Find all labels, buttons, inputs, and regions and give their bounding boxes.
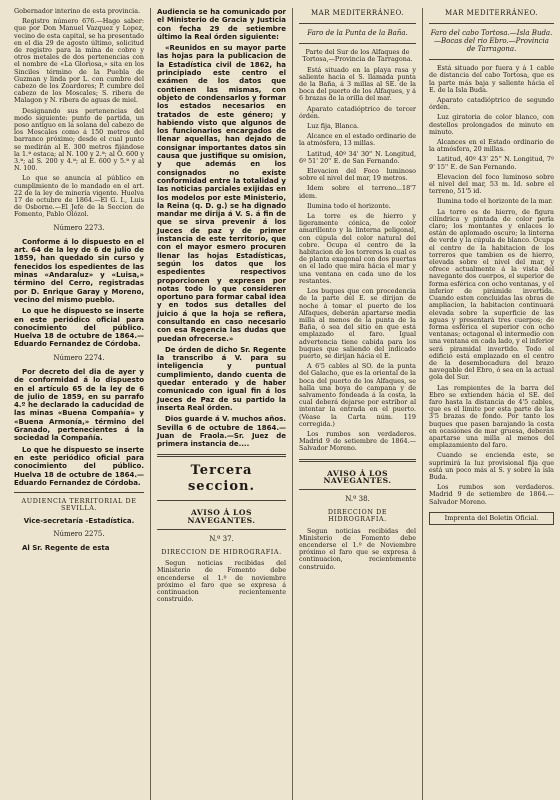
section-heading: MAR MEDITERRÁNEO. xyxy=(444,9,539,17)
paragraph: Alcances en el Estado ordinario de la atmósfera, 20 millas. xyxy=(429,138,554,154)
lighthouse-title: Faro de la Punta de la Baña. xyxy=(307,29,408,38)
paragraph: Dios guarde á V. muchos años. Sevilla 6 de octubre de 1864.—Juan de Fraola.—Sr. Juez de primera instancia de.... xyxy=(157,415,286,449)
paragraph: Al Sr. Regente de esta xyxy=(22,544,110,553)
divider xyxy=(299,489,416,490)
divider xyxy=(157,500,286,501)
divider xyxy=(299,23,416,24)
notice-heading: AVISO Á LOS NAVEGANTES. xyxy=(187,508,256,525)
paragraph: Alcance en el estado ordinario de la atmósfera, 13 millas. xyxy=(299,132,416,148)
paragraph: Está situado en la playa rasa y saliente hacia el S. llamada punta de la Baña, á 3 millas al SE. de la boca del puerto de los Alfaques, y á 6 brazas de la orilla del mar. xyxy=(299,65,416,103)
divider xyxy=(157,454,286,457)
lighthouse-title: Faro del cabo Tortosa.—Isla Buda.—Bocas del rio Ebro.—Provincia de Tarragona. xyxy=(430,29,553,54)
paragraph: Aparato catadióptrico de tercer órden. xyxy=(299,104,416,120)
paragraph: Ilumina todo el horizonte de la mar. xyxy=(437,197,553,206)
notice-number: N.º 37. xyxy=(209,534,234,543)
subtitle: Parte del Sur de los Alfaques de Tortosa,—Provincia de Tarragona. xyxy=(302,48,413,64)
paragraph: Luz fija, Blanca. xyxy=(307,122,359,131)
paragraph: La torre es de hierro, de figura cilíndrica y pintada de color perla claro; los montantes y enlaces lo están de aplomado oscuro; la linterna de verde y la cúpula de blanco. Ocupa el centro de la habitacion de los torreros que tambien es de hierro, elevada sobre el nivel del mar, y ofrece actualmente á la vista del navegante dos cuerpos, el superior de forma esférica con ocho ventanas, y el inferior de pirámide invertida. Cuando esten concluidas las obras de ampliacion, la habitacion continuará elevada sobre la superficie de las aguas y presentará tres cuerpos; de forma esférica el superior con ocho ventanas; octagonal el intermedio con una ventana en cada lado, y el inferior será piramidal invertido. Todo el edificio está emplazado en el centro de la desembocadura del brazo navegable del Ebro, ó sea en la actual gola del Sur. xyxy=(429,207,554,382)
paragraph: Cuando se encienda este, se suprimirá la luz provisional fija que está un poco más al S. y sobre la isla Buda. xyxy=(429,451,554,481)
section-heading: MAR MEDITERRÁNEO. xyxy=(310,9,405,17)
column-3 xyxy=(292,8,422,800)
paragraph: Gobernador interino de esta provincia. xyxy=(14,8,141,15)
paragraph: Latitud, 40º 34' 30'' N. Longitud, 6º 51' 20'' E. de San Fernando. xyxy=(299,149,416,165)
paragraph: Elevacion del foco luminoso sobre el nivel del mar, 53 m. Id. sobre el terreno, 51'5 id. xyxy=(429,172,554,196)
section-heading: AUDIENCIA TERRITORIAL DE SEVILLA. xyxy=(21,497,137,513)
paragraph: Designando sus pertenencias del modo siguiente: punto de partida, un poso antiguo en la solana del cabezo de los Moscales como á 150 metros del barranco próximo; desde el cual punto se medirán al E. 300 metros fijándose la 1.ª estaca; al N. 100 y 2.ª; al O. 600 y 3.ª; al S. 200 y 4.ª; al E. 600 y 5.ª y al N. 100. xyxy=(14,106,144,173)
paragraph: Elevacion del Foco luminoso sobre el nivel del mar, 19 metros. xyxy=(299,167,416,183)
paragraph: Latitud, 40º 43' 25'' N. Longitud, 7º 9' 15'' E. de San Fernando. xyxy=(429,155,554,171)
paragraph: Aparato catadióptrico de segundo órden. xyxy=(429,96,554,112)
notice-heading: AVISO Á LOS NAVEGANTES. xyxy=(323,468,392,485)
section-heading: DIRECCION DE HIDROGRAFIA. xyxy=(161,548,282,557)
divider xyxy=(429,23,554,24)
subheading: Vice-secretaría -Estadística. xyxy=(23,516,135,525)
paragraph: Lo que se anuncia al público en cumplimiento de lo mandado en el art. 22 de la ley de minería vigente. Huelva 17 de octubre de 1864.—El G. I., Luis de Osborne.—El Jefe de la Seccion de Fomento, Pablo Olózol. xyxy=(14,174,144,219)
section-title: Tercera seccion. xyxy=(187,463,255,495)
notice-number: Número 2275. xyxy=(53,529,105,538)
divider xyxy=(299,459,416,462)
paragraph: «Reunidos en su mayor parte las hojas para la publicacion de la Estadística civil de 1862, ha principiado este centro el exámen de los datos que contienen las mismas, con objeto de condensarlos y formar los estados necesarios en tratados de este género; y habiendo visto que algunos de los funcionarios encargados de llenar aquellas, han dejado de consignar importantes datos sin causa que justifique su omision, y que además en los consignados no existe conformidad entre la totalidad y las noticias parciales exijidas en los modelos por este Ministerio, la Reina (q. D. g.) se ha dignado mandar me dirija á V. S. á fin de que se sirva prevenir á los Jueces de paz y de primer instancia de este territorio, que con el mayor esmero procuren llenar las hojas Estadísticas, según los datos que los espedientes respectivos proporcionen y expresen por notas todo lo que consideren oportuno para formar cabal idea y en todos sus detalles del juicio á que la hoja se refiera, consultando en caso necesario con esa Regencia las dudas que puedan ofrecerse.» xyxy=(157,44,286,343)
paragraph: Luz giratoria de color blanco, con destellos prolongados de minuto en minuto. xyxy=(429,113,554,136)
printer-imprint: Imprenta del Boletin Oficial. xyxy=(429,512,554,525)
paragraph: Lo que he dispuesto se inserte en este periódico oficial para conocimiento del público. Huelva 18 de octubre de 1864.—Eduardo Fernandez de Córdoba. xyxy=(14,445,144,487)
notice-number: Número 2273. xyxy=(53,223,105,232)
divider xyxy=(14,492,144,493)
paragraph: Está situado por fuera y á 1 cable de distancia del cabo Tortosa, que es la parte más baja y saliente hácia el E. de la Isla Buda. xyxy=(429,64,554,94)
paragraph: Lo que he dispuesto se inserte en este periódico oficial para conocimiento del público. Huelva 18 de octubre de 1864.—Eduardo Fernandez de Córdoba. xyxy=(14,307,144,349)
divider xyxy=(299,43,416,44)
paragraph: A 6'5 cables al SO. de la punta del Galacho, que es la oriental de la boca del puerto de los Alfaques, se halla una boya de campana y de salvamento fondeada á la costa, la cual deberá dejarse por estribor al intentar la entrada en el puerto. (Véase la Carta núm. 119 corregida.) xyxy=(299,362,416,428)
notice-number: N.º 38. xyxy=(345,494,370,503)
paragraph: Registro número 676.—Hago saber: que por Don Manuel Vazquez y Lopez, vecino de esta capital, se ha presentado en el dia 29 de agosto último, solicitud de registro para la mina de cobre y otros metales de dos pertenencias con el nombre de «La Gloriosa,» sita en los Sinciles término de la Puebla de Guzman y linda por L. con cumbre del cabezo de los Zoardores; P. cumbre del cabezo de los Moscales; S. ribera de Malagon y N. ribera de aguas de miel. xyxy=(14,17,144,105)
column-1 xyxy=(8,8,150,800)
paragraph: Por decreto del dia de ayer y de conformidad á lo dispuesto en el artículo 65 de la ley de 6 de julio de 1859, en su parrafo 4.º he declarado la caducidad de las minas «Buena Compañía» y «Buena Armonía,» término del Granado, pertenecientes á la sociedad la Compañía. xyxy=(14,367,144,443)
paragraph: Los rumbos son verdaderos. Madrid 9 de setiembre de 1864.—Salvador Moreno. xyxy=(299,429,416,453)
paragraph: Ilumina todo el horizonte. xyxy=(307,201,391,210)
paragraph: Conforme á lo dispuesto en el art. 64 de la ley de 6 de julio de 1859, han quedado sin curso y fenecidos los espedientes de las minas «Andaraluz» y «Luisa,» término del Cerro, registradas por D. Enrique Garay y Moreno, vecino del mismo pueblo. xyxy=(14,237,144,304)
column-2 xyxy=(150,8,292,800)
column-4 xyxy=(422,8,560,800)
paragraph: Las rompientes de la barra del Ebro se extienden hácia el SE. del faro hasta la distancia de 4'5 cables, que es el límite por esta parte de las 3'5 brazas de fondo. Por tanto los buques que pasen barajando la costa en ocasiones de mar gruesa, deberán apartarse una milla al menos del emplazamiento del faro. xyxy=(429,383,554,450)
paragraph: Audiencia se ha comunicado por el Ministerio de Gracia y Justicia con fecha 29 de setiembre último la Real órden siguiente: xyxy=(157,8,286,41)
divider xyxy=(157,529,286,530)
paragraph: La torre es de hierro y ligeramente cónica, de color amarillento y la linterna peligonal, con cúpula del color natural del cobre. Ocupa el centro de la habitacion de los torreros la cual es de planta exagonal con dos puertas en el lado que mira hácia el mar y una ventana en cada uno de los restantes. xyxy=(299,212,416,285)
divider xyxy=(429,59,554,60)
paragraph: Segun noticias recibidas del Ministerio de Fomento debe encenderse el 1.º de noviembre próximo el faro que se expresa á continuacion recientemente construido. xyxy=(157,559,286,604)
paragraph: Los buques que con procedencia de la parte del E. se dirijan de noche á tomar el puerto de los Alfaques, deberán apartarse media milla al menos de la punta de la Baña, ó sea del sitio en que está emplazado el faro. Igual advertencia tiene cabida para los buques que saliendo del indicado puerto, se dirijan hácia el E. xyxy=(299,287,416,360)
paragraph: Segun noticias recibidas del Ministerio de Fomento debe encenderse el 1.º de Noviembre próximo el faro que se expresa á continuacion, recientemente construido. xyxy=(299,526,416,571)
section-heading: DIRECCION DE HIDROGRAFIA. xyxy=(327,508,388,524)
paragraph: Idem sobre el terreno...18'7 idem. xyxy=(299,184,416,200)
notice-number: Número 2274. xyxy=(53,353,105,362)
paragraph: De órden de dicho Sr. Regente la transcribo á V. para su inteligencia y puntual cumplimiento, dando cuenta de quedar enterado y de haber comunicado con igual fin á los Jueces de Paz de su partido la inserta Real órden. xyxy=(157,345,286,412)
paragraph: Los rumbos son verdaderos. Madrid 9 de setiembre de 1864.—Salvador Moreno. xyxy=(429,483,554,506)
